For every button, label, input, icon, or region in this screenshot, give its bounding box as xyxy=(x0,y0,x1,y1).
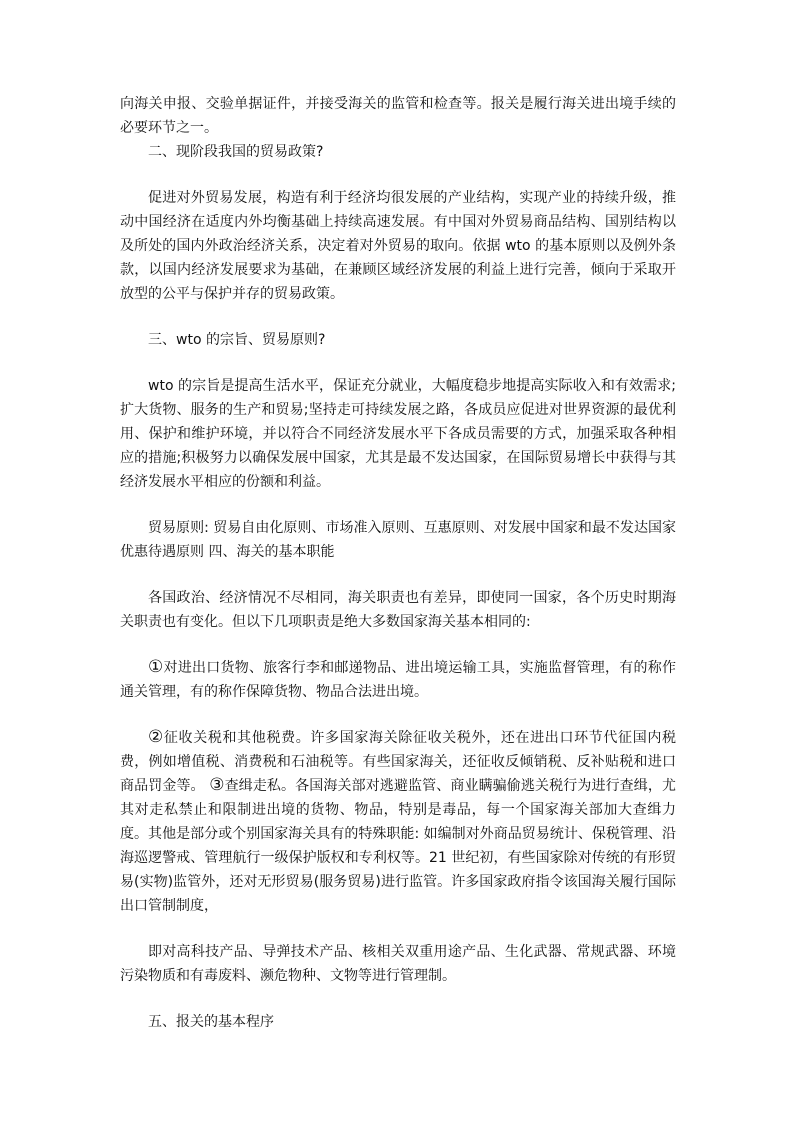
paragraph-trade-principles: 贸易原则: 贸易自由化原则、市场准入原则、互惠原则、对发展中国家和最不发达国家优惠待遇原则 四、海关的基本职能 xyxy=(120,520,676,560)
circled-number-2: ② xyxy=(148,727,164,747)
duty-2-text: 征收关税和其他税费。许多国家海关除征收关税外，还在进出口环节代征国内税费，例如增值税、消费税和石油税等。有些国家海关，还征收反倾销税、反补贴税和进口商品罚金等。 xyxy=(120,730,676,794)
heading-section-5: 五、报关的基本程序 xyxy=(148,1014,274,1030)
circled-number-3: ③ xyxy=(209,775,225,795)
duty-3-text: 查缉走私。各国海关部对逃避监管、商业瞒骗偷逃关税行为进行查缉，尤其对走私禁止和限制进出境的货物、物品，特别是毒品，每一个国家海关部加大查缉力度。其他是部分或个别国家海关具有的特殊职能: 如编制对外商品贸易统计、保税管理、沿海巡逻警戒、管理航行一级保护版权和专利权等。21 世纪初，有些国家除对传统的有形贸易(实物)监管外，还对无形贸易(服务贸易)进行监管。许多国家政府指令该国海关履行国际出口管制制度， xyxy=(120,778,677,914)
paragraph-duty-1 xyxy=(120,656,676,704)
heading-section-2: 二、现阶段我国的贸易政策? xyxy=(148,144,324,160)
paragraph-wto-purpose: wto 的宗旨是提高生活水平，保证充分就业，大幅度稳步地提高实际收入和有效需求;扩大货物、服务的生产和贸易;坚持走可持续发展之路，各成员应促进对世界资源的最优利用、保护和维护环境，并以符合不同经济发展水平下各成员需要的方式，加强采取各种相应的措施;积极努力以确保发展中国家，尤其是最不发达国家，在国际贸易增长中获得与其经济发展水平相应的份额和利益。 xyxy=(120,378,676,490)
paragraph-export-control: 即对高科技产品、导弹技术产品、核相关双重用途产品、生化武器、常规武器、环境污染物质和有毒废料、濒危物种、文物等进行管理制。 xyxy=(120,944,676,984)
duty-1-text: 对进出口货物、旅客行李和邮递物品、进出境运输工具，实施监督管理，有的称作通关管理，有的称作保障货物、物品合法进出境。 xyxy=(120,660,676,700)
circled-number-1: ① xyxy=(148,657,164,677)
heading-section-3: 三、wto 的宗旨、贸易原则? xyxy=(148,332,326,348)
paragraph-duty-2-3 xyxy=(120,726,676,918)
paragraph-customs-duties: 各国政治、经济情况不尽相同，海关职责也有差异，即使同一国家，各个历史时期海关职责也有变化。但以下几项职责是绝大多数国家海关基本相同的: xyxy=(120,590,676,630)
paragraph-intro: 向海关申报、交验单据证件，并接受海关的监管和检查等。报关是履行海关进出境手续的必要环节之一。 xyxy=(120,96,676,136)
paragraph-trade-policy: 促进对外贸易发展，构造有利于经济均很发展的产业结构，实现产业的持续升级，推动中国经济在适度内外均衡基础上持续高速发展。有中国对外贸易商品结构、国别结构以及所处的国内外政治经济关系，决定着对外贸易的取向。依据 wto 的基本原则以及例外条款，以国内经济发展要求为基础，在兼顾区域经济发展的利益上进行完善，倾向于采取开放型的公平与保护并存的贸易政策。 xyxy=(120,190,676,302)
document-body xyxy=(120,92,676,1034)
